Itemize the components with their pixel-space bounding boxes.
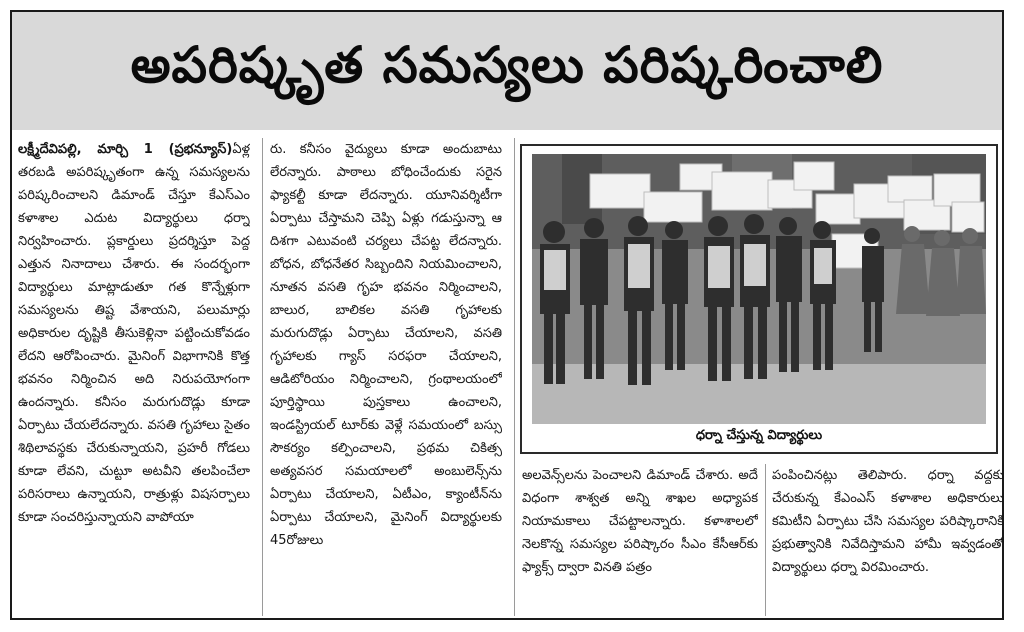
headline: అపరిష్కృత సమస్యలు పరిష్కరించాలి: [130, 35, 884, 94]
column-divider: [765, 464, 766, 616]
column-divider: [514, 138, 515, 616]
article-column-2: [270, 138, 502, 618]
column-2-text: రు. కనీసం వైద్యులు కూడా అందుబాటు లేరన్నారు. పాఠాలు బోధించేందుకు సరైన ఫ్యాకల్టీ కూడా లేదన్నారు. యూనివర్శిటీగా ఏర్పాటు చేస్తామని చెప్పి ఏళ్లు గడుస్తున్నా ఆ దిశగా ఎటువంటి చర్యలు చేపట్ట లేదన్నారు. బోధన, బోధనేతర సిబ్బందిని నియమించాలని, నూతన వసతి గృహ భవనం నిర్మించాలని, బాలుర, బాలికల వసతి గృహాలకు మరుగుదొడ్లు ఏర్పాటు చేయాలని, వసతి గృహాలకు గ్యాస్ సరఫరా చేయాలని, ఆడిటోరియం నిర్మించాలని, గ్రంథాలయంలో పూర్తిస్థాయి పుస్తకాలు ఉంచాలని, ఇండస్ట్రియల్ టూర్‌కు వెళ్లే సమయంలో బస్సు సౌకర్యం కల్పించాలని, ప్రథమ చికిత్స అత్యవసర సమయాలలో అంబులెన్స్‌ను ఏర్పాటు చేయాలని, ఏటీఎం, క్యాంటీన్‌ను ఏర్పాటు చేయాలని, మైనింగ్ విద్యార్థులకు 45రోజులు: [270, 142, 502, 548]
protest-photo: [532, 154, 986, 424]
article-column-4: [772, 464, 1004, 614]
newspaper-clipping: [10, 10, 1004, 620]
article-column-1: [18, 138, 250, 618]
column-divider: [262, 138, 263, 616]
protest-photo-image: [532, 154, 986, 424]
photo-caption: ధర్నా చేస్తున్న విద్యార్థులు: [695, 428, 823, 443]
column-3-text: అలవెన్స్‌లను పెంచాలని డిమాండ్ చేశారు. అదే విధంగా శాశ్వత అన్ని శాఖల అధ్యాపక నియామకాలు చేపట్టాలన్నారు. కళాశాలలో నెలకొన్న సమస్యల పరిష్కారం సీఎం కేసీఆర్‌కు ఫ్యాక్స్ ద్వారా వినతి పత్రం: [522, 468, 758, 575]
headline-banner: [12, 12, 1002, 130]
column-4-text: పంపించినట్లు తెలిపారు. ధర్నా వద్దకు చేరుకున్న కేఎంఎస్ కళాశాల అధికారులు కమిటీని ఏర్పాటు చేసి సమస్యల పరిష్కారానికి ప్రభుత్వానికి నివేదిస్తామని హామీ ఇవ్వడంతో విద్యార్థులు ధర్నా విరమించారు.: [772, 468, 1004, 575]
article-column-3: [522, 464, 758, 614]
column-1-text: ఏళ్ల తరబడి అపరిష్కృతంగా ఉన్న సమస్యలను పరిష్కరించాలని డిమాండ్ చేస్తూ కేఎస్ఎం కళాశాల ఎదుట విద్యార్థులు ధర్నా నిర్వహించారు. ప్లకార్డులు ప్రదర్శిస్తూ పెద్ద ఎత్తున నినాదాలు చేశారు. ఈ సందర్భంగా విద్యార్థులు మాట్లాడుతూ గత కొన్నేళ్లుగా సమస్యలను తిష్ట వేశాయని, పలుమార్లు అధికారుల దృష్టికి తీసుకెళ్లినా పట్టించుకోవడం లేదని ఆరోపించారు. మైనింగ్ విభాగానికి కొత్త భవనం నిర్మించిన అది నిరుపయోగంగా ఉందన్నారు. కనీసం మరుగుదొడ్లు కూడా ఏర్పాటు చేయలేదన్నారు. వసతి గృహాలు సైతం శిథిలావస్థకు చేరుకున్నాయని, ప్రహరీ గోడలు కూడా లేవని, చుట్టూ అటవీని తలపించేలా పరిసరాలు ఉన్నాయని, రాత్రుళ్లు విషసర్పాలు కూడా సంచరిస్తున్నాయని వాపోయా: [18, 142, 250, 525]
dateline: లక్ష్మీదేవిపల్లి, మార్చి 1 (ప్రభన్యూస్): [18, 142, 233, 157]
photo-box: [520, 144, 998, 454]
